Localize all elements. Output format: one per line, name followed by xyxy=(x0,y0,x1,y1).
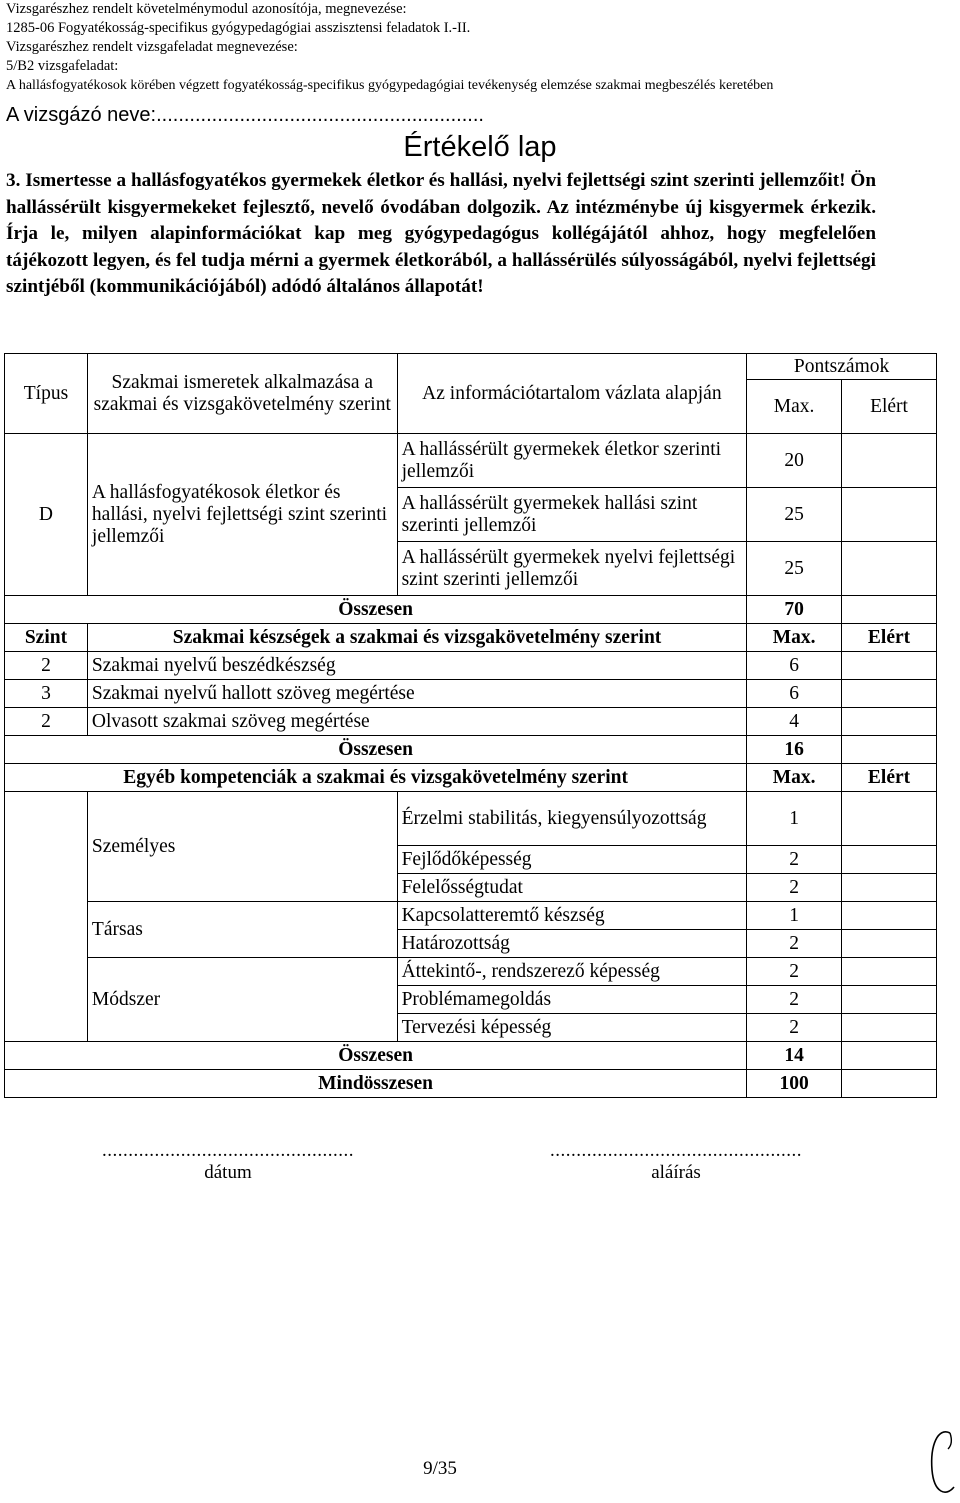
page-title: Értékelő lap xyxy=(403,131,557,163)
header-keszsegek: Szakmai készségek a szakmai és vizsgakövetelmény szerint xyxy=(87,624,746,652)
handwritten-initial xyxy=(928,1425,958,1500)
date-label: dátum xyxy=(204,1162,252,1183)
skill-name: Szakmai nyelvű hallott szöveg megértése xyxy=(87,680,746,708)
competency: Fejlődőképesség xyxy=(397,846,747,874)
competency-max: 2 xyxy=(747,874,842,902)
header-elert: Elért xyxy=(842,764,937,792)
header-line-5: A hallásfogyatékosok körében végzett fogyatékosság-specifikus gyógypedagógiai tevékenység elemzése szakmai megbeszélés keretében xyxy=(6,78,774,93)
total-label: Összesen xyxy=(5,596,747,624)
header-tipus: Típus xyxy=(5,354,88,434)
skill-level: 3 xyxy=(5,680,88,708)
competency-elert xyxy=(842,874,937,902)
info-elert xyxy=(842,542,937,596)
category-tarsas: Társas xyxy=(87,902,397,958)
competency: Tervezési képesség xyxy=(397,1014,747,1042)
skill-level: 2 xyxy=(5,708,88,736)
competency: Érzelmi stabilitás, kiegyensúlyozottság xyxy=(397,792,747,846)
competency-elert xyxy=(842,958,937,986)
task-text: 3. Ismertesse a hallásfogyatékos gyermekek életkor és hallási, nyelvi fejlettségi szint szerinti jellemzőit! Ön hallássérült kisgyermekeket fejlesztő, nevelő óvodában dolgozik. Az intézménybe új kisgyermek érkezik. Írja le, milyen alapinformációkat kap meg gyógypedagógus kollégájától ahhoz, hogy megfelelően tájékozott legyen, és fel tudja mérni a gyermek életkorából, a hallássérülés súlyosságából, nyelvi fejlettségi szintjéből (kommunikációjából) adódó általános állapotát! xyxy=(6,170,876,297)
info-row: A hallássérült gyermekek életkor szerinti jellemzői xyxy=(397,434,747,488)
skill-level: 2 xyxy=(5,652,88,680)
header-max: Max. xyxy=(747,624,842,652)
grand-total-label: Mindösszesen xyxy=(5,1070,747,1098)
total-value: 16 xyxy=(747,736,842,764)
header-info-vazlat: Az információtartalom vázlata alapján xyxy=(397,354,747,434)
total-elert xyxy=(842,736,937,764)
competency: Határozottság xyxy=(397,930,747,958)
skill-name: Olvasott szakmai szöveg megértése xyxy=(87,708,746,736)
page-number: 9/35 xyxy=(423,1458,457,1479)
total-elert xyxy=(842,1042,937,1070)
signature-dots: ................................................ xyxy=(550,1140,802,1161)
competency-elert xyxy=(842,1014,937,1042)
date-block xyxy=(90,1140,366,1184)
spacer xyxy=(5,902,88,958)
info-max: 20 xyxy=(747,434,842,488)
header-line-4: 5/B2 vizsgafeladat: xyxy=(6,58,119,74)
competency-elert xyxy=(842,846,937,874)
grand-total-value: 100 xyxy=(747,1070,842,1098)
total-value: 70 xyxy=(747,596,842,624)
header-max: Max. xyxy=(747,380,842,434)
signature-label: aláírás xyxy=(651,1162,701,1183)
competency: Felelősségtudat xyxy=(397,874,747,902)
competency-elert xyxy=(842,902,937,930)
header-pontszamok: Pontszámok xyxy=(747,354,937,380)
header-szakmai-ismeretek: Szakmai ismeretek alkalmazása a szakmai és vizsgakövetelmény szerint xyxy=(87,354,397,434)
competency-max: 2 xyxy=(747,958,842,986)
competency-max: 2 xyxy=(747,1014,842,1042)
skill-max: 6 xyxy=(747,680,842,708)
header-line-2: 1285-06 Fogyatékosság-specifikus gyógypedagógiai asszisztensi feladatok I.-II. xyxy=(6,20,471,36)
knowledge-cell: A hallásfogyatékosok életkor és hallási, nyelvi fejlettségi szint szerinti jellemzői xyxy=(87,434,397,596)
header-szint: Szint xyxy=(5,624,88,652)
page-header xyxy=(6,0,773,95)
candidate-name-field: A vizsgázó neve:........................................................... xyxy=(6,104,484,126)
info-elert xyxy=(842,488,937,542)
total-label: Összesen xyxy=(5,1042,747,1070)
grand-total-elert xyxy=(842,1070,937,1098)
info-row: A hallássérült gyermekek nyelvi fejlettségi szint szerinti jellemzői xyxy=(397,542,747,596)
spacer xyxy=(5,792,88,902)
total-label: Összesen xyxy=(5,736,747,764)
header-egyeb: Egyéb kompetenciák a szakmai és vizsgakövetelmény szerint xyxy=(5,764,747,792)
skill-elert xyxy=(842,708,937,736)
skill-elert xyxy=(842,680,937,708)
category-szemelyes: Személyes xyxy=(87,792,397,902)
header-line-1: Vizsgarészhez rendelt követelménymodul azonosítója, megnevezése: xyxy=(6,1,407,17)
competency: Problémamegoldás xyxy=(397,986,747,1014)
evaluation-table xyxy=(4,353,937,1098)
info-max: 25 xyxy=(747,542,842,596)
skill-max: 4 xyxy=(747,708,842,736)
type-d: D xyxy=(5,434,88,596)
competency: Áttekintő-, rendszerező képesség xyxy=(397,958,747,986)
competency-elert xyxy=(842,986,937,1014)
competency-max: 2 xyxy=(747,930,842,958)
competency-max: 1 xyxy=(747,792,842,846)
total-elert xyxy=(842,596,937,624)
header-elert: Elért xyxy=(842,624,937,652)
competency: Kapcsolatteremtő készség xyxy=(397,902,747,930)
competency-max: 2 xyxy=(747,846,842,874)
info-max: 25 xyxy=(747,488,842,542)
info-row: A hallássérült gyermekek hallási szint szerinti jellemzői xyxy=(397,488,747,542)
header-line-3: Vizsgarészhez rendelt vizsgafeladat megnevezése: xyxy=(6,39,298,55)
skill-elert xyxy=(842,652,937,680)
info-elert xyxy=(842,434,937,488)
date-dots: ................................................ xyxy=(102,1140,354,1161)
header-max: Max. xyxy=(747,764,842,792)
competency-max: 1 xyxy=(747,902,842,930)
task-description xyxy=(6,168,876,301)
signature-block xyxy=(538,1140,814,1184)
competency-elert xyxy=(842,792,937,846)
competency-max: 2 xyxy=(747,986,842,1014)
competency-elert xyxy=(842,930,937,958)
spacer xyxy=(5,958,88,1042)
skill-max: 6 xyxy=(747,652,842,680)
total-value: 14 xyxy=(747,1042,842,1070)
header-elert: Elért xyxy=(842,380,937,434)
skill-name: Szakmai nyelvű beszédkészség xyxy=(87,652,746,680)
category-modszer: Módszer xyxy=(87,958,397,1042)
